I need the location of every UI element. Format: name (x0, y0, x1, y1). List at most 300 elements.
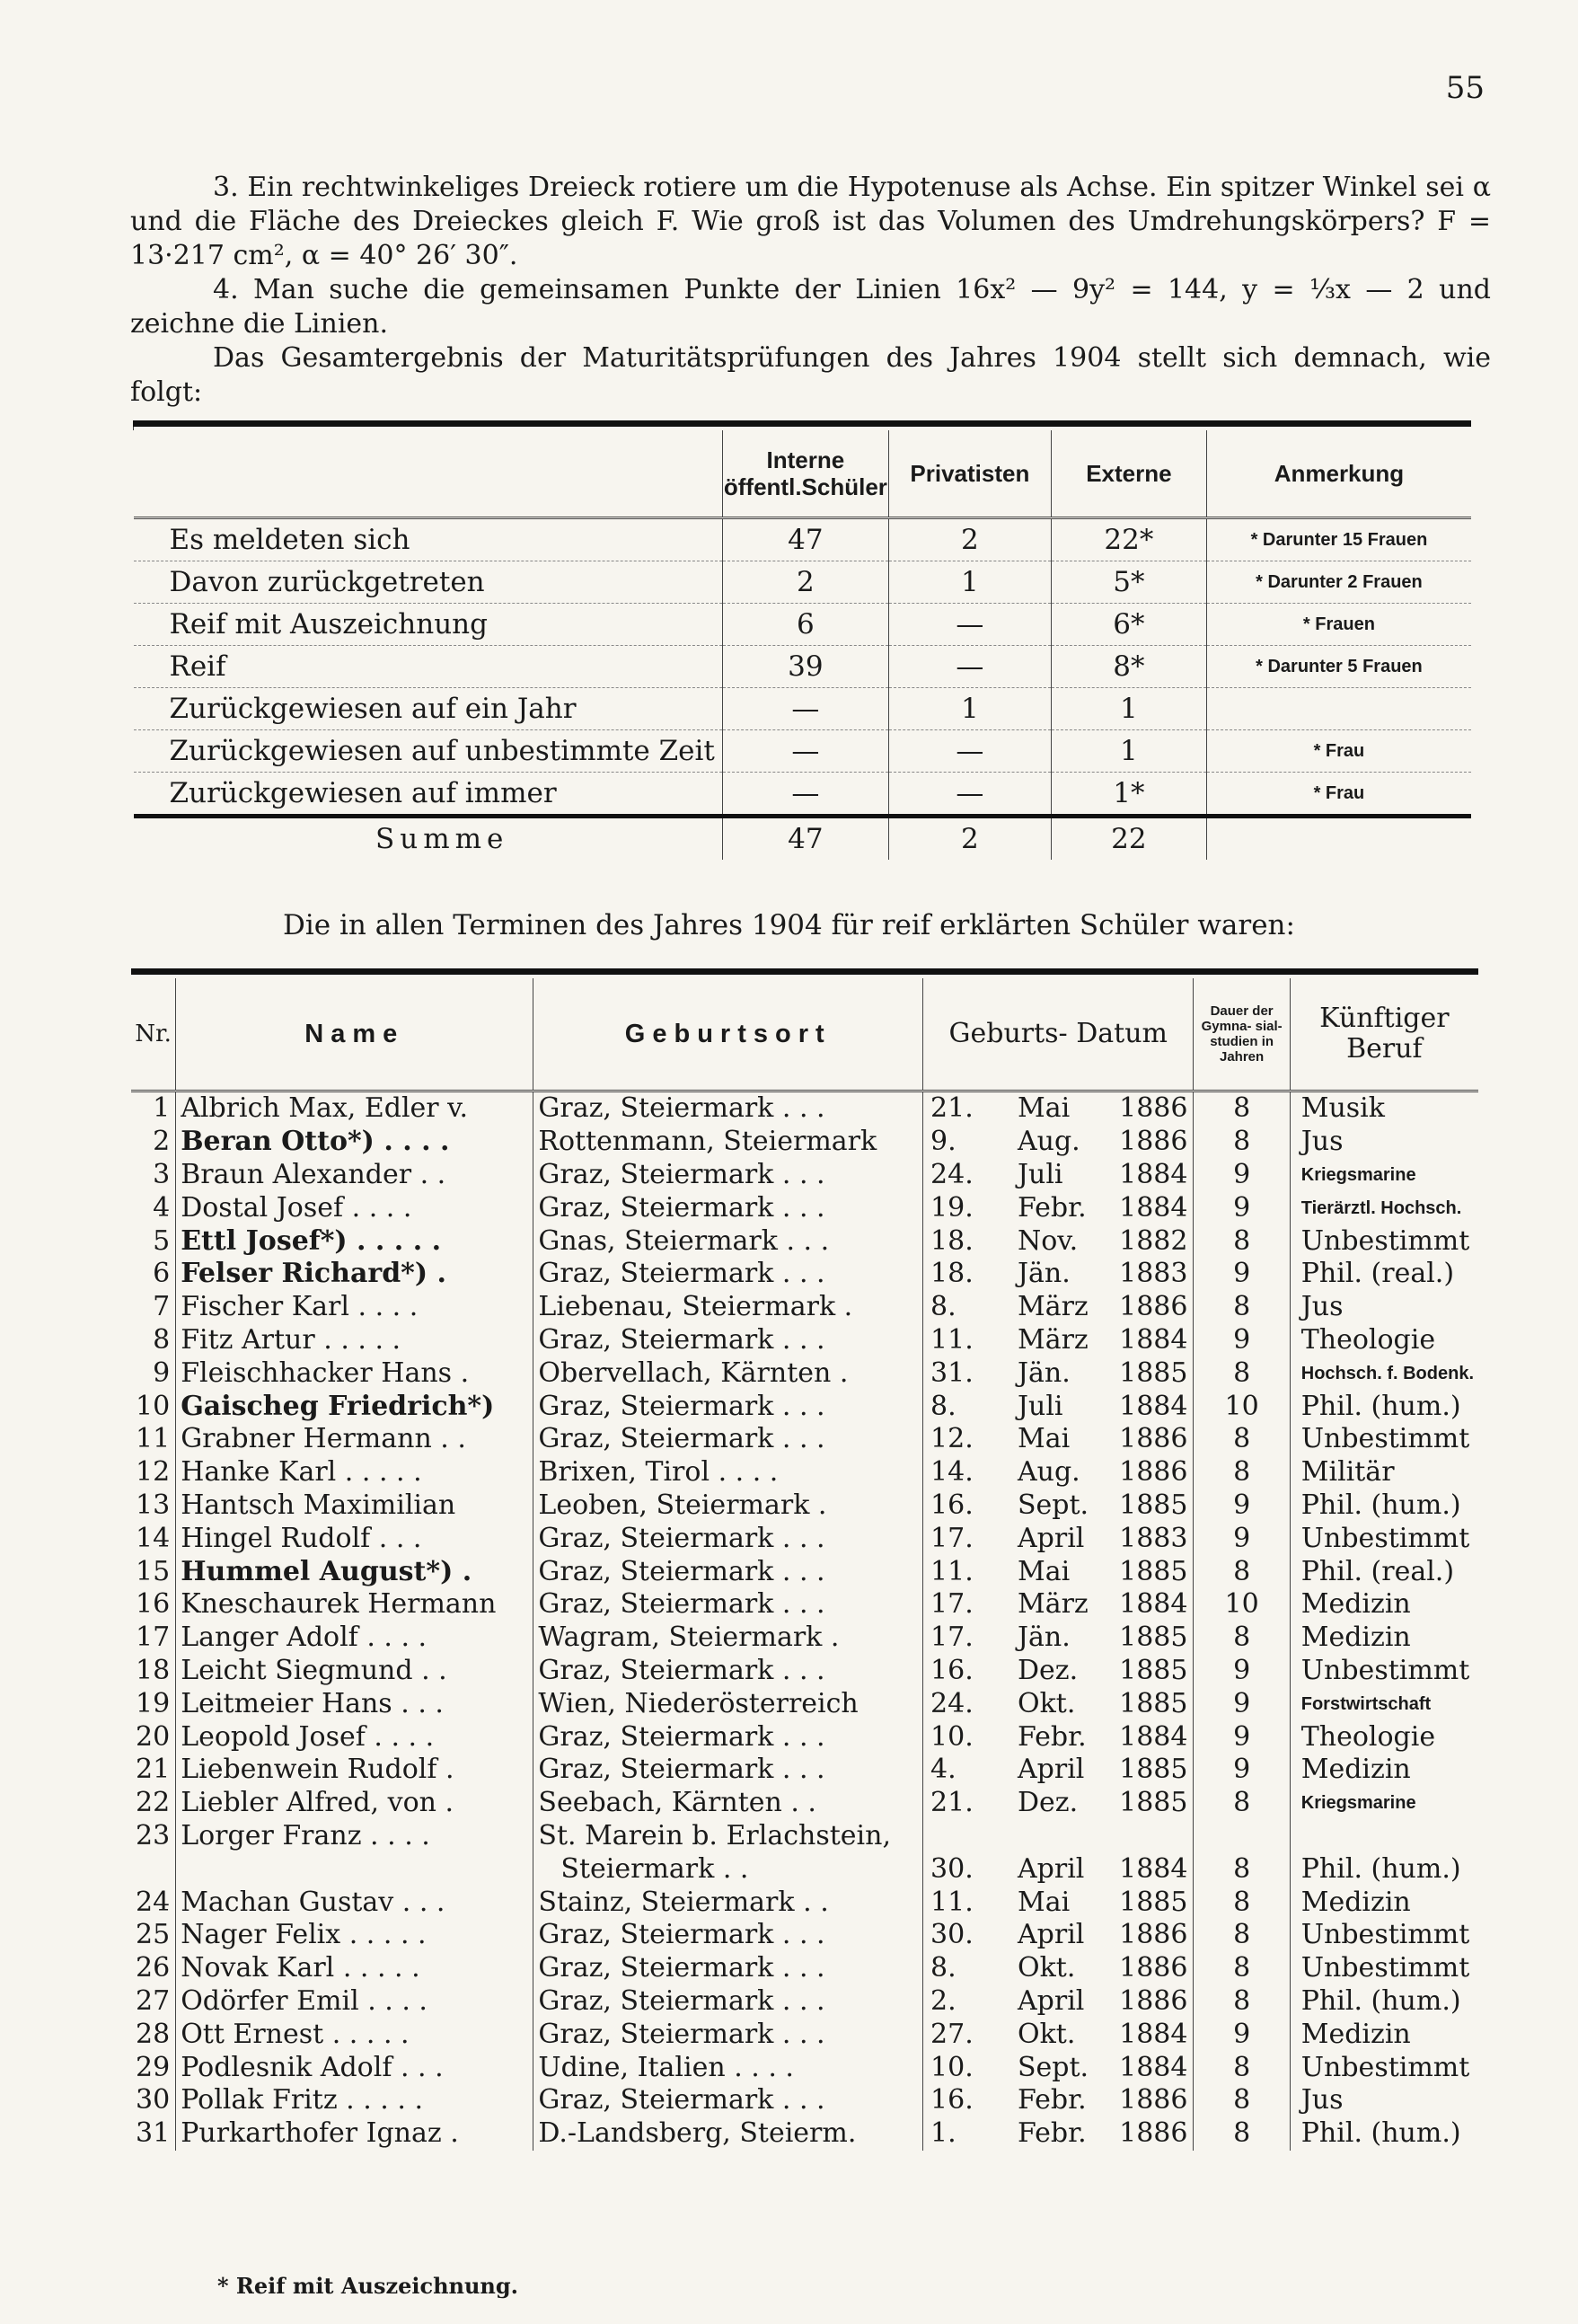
student-career: Unbestimmt (1290, 1522, 1478, 1555)
student-study-duration: 9 (1194, 2018, 1290, 2051)
students-header-row (131, 978, 1478, 1091)
student-birth-month: Okt. (1017, 1687, 1076, 1719)
student-birth-month: Febr. (1017, 1720, 1087, 1753)
student-row (131, 1787, 1478, 1820)
student-study-duration (1194, 1820, 1290, 1853)
student-study-duration: 9 (1194, 1522, 1290, 1555)
student-birth-day: 4. (923, 1754, 1013, 1787)
student-study-duration: 8 (1194, 1224, 1290, 1258)
student-birth-day: 10. (923, 1720, 1013, 1754)
result-label: Zurückgewiesen auf ein Jahr (134, 688, 723, 730)
student-birth-month: Sept. (1017, 2051, 1089, 2083)
student-birth-year: 1886 (1119, 1984, 1188, 2017)
student-row (131, 1159, 1478, 1192)
student-birthplace: Wagram, Steiermark . (533, 1621, 923, 1655)
student-career: Militär (1290, 1456, 1478, 1489)
student-study-duration: 8 (1194, 1291, 1290, 1324)
result-anmerkung: * Frau (1206, 773, 1471, 817)
result-anmerkung: * Darunter 15 Frauen (1206, 518, 1471, 561)
student-birthplace: Graz, Steiermark . . . (533, 1952, 923, 1985)
student-nr: 12 (136, 1456, 171, 1489)
result-anmerkung: * Darunter 5 Frauen (1206, 646, 1471, 688)
student-birth-year: 1886 (1119, 1126, 1188, 1158)
student-birth-day: 17. (923, 1588, 1013, 1621)
student-name: Grabner Hermann . . (176, 1423, 533, 1456)
results-row (134, 730, 1472, 773)
student-career (1290, 1820, 1478, 1853)
student-nr: 21 (136, 1754, 171, 1786)
result-interne: — (722, 730, 888, 773)
result-privatisten: — (888, 730, 1051, 773)
student-birth-month: Mai (1017, 1092, 1071, 1125)
student-birth-year: 1882 (1119, 1224, 1188, 1257)
student-birth-year: 1885 (1119, 1886, 1188, 1918)
student-nr: 13 (136, 1489, 171, 1521)
student-birthplace: Graz, Steiermark . . . (533, 1159, 923, 1192)
student-row (131, 1588, 1478, 1621)
student-name: Nager Felix . . . . . (176, 1919, 533, 1952)
results-row (134, 561, 1472, 604)
student-birth-day: 8. (923, 1291, 1013, 1324)
student-name: Fleischhacker Hans . (176, 1356, 533, 1390)
student-birth-month (1013, 1820, 1115, 1853)
student-birthplace: Graz, Steiermark . . . (533, 1919, 923, 1952)
result-externe: 1 (1051, 730, 1206, 773)
student-birth-month: Jän. (1017, 1356, 1071, 1389)
results-row (134, 688, 1472, 730)
student-career: Unbestimmt (1290, 1423, 1478, 1456)
result-label: Davon zurückgetreten (134, 561, 723, 604)
student-nr: 14 (136, 1522, 171, 1554)
student-birth-day: 18. (923, 1258, 1013, 1291)
student-name: Machan Gustav . . . (176, 1886, 533, 1919)
student-row (131, 1621, 1478, 1655)
sum-interne: 47 (722, 817, 888, 861)
student-nr: 7 (153, 1291, 171, 1323)
student-birth-year: 1884 (1119, 2051, 1188, 2083)
student-name (176, 1852, 533, 1886)
result-privatisten: — (888, 646, 1051, 688)
student-nr: 28 (136, 2018, 171, 2050)
student-study-duration: 9 (1194, 1191, 1290, 1224)
student-birthplace: Gnas, Steiermark . . . (533, 1224, 923, 1258)
result-label: Reif mit Auszeichnung (134, 604, 723, 646)
student-birth-month: Febr. (1017, 1191, 1087, 1224)
student-birth-month: Dez. (1017, 1654, 1079, 1686)
student-birth-day: 21. (923, 1787, 1013, 1820)
student-birth-day: 12. (923, 1423, 1013, 1456)
student-nr: 6 (153, 1258, 171, 1290)
student-career: Phil. (real.) (1290, 1258, 1478, 1291)
student-career: Phil. (hum.) (1290, 1489, 1478, 1523)
student-row (131, 1886, 1478, 1919)
results-header-empty (134, 430, 723, 518)
student-birth-day: 11. (923, 1555, 1013, 1588)
students-caption: Die in allen Terminen des Jahres 1904 für reif erklärten Schüler waren: (283, 909, 1295, 941)
student-birth-year: 1886 (1119, 1952, 1188, 1984)
student-career: Medizin (1290, 1621, 1478, 1655)
student-birthplace: Graz, Steiermark . . . (533, 2018, 923, 2051)
result-label: Es meldeten sich (134, 518, 723, 561)
students-table (131, 968, 1478, 2151)
student-nr: 24 (136, 1886, 171, 1918)
student-birthplace: Graz, Steiermark . . . (533, 1091, 923, 1126)
student-name: Lorger Franz . . . . (176, 1820, 533, 1853)
student-career: Jus (1290, 2084, 1478, 2117)
student-birth-month: Mai (1017, 1886, 1071, 1918)
student-birth-year: 1885 (1119, 1489, 1188, 1521)
student-birth-day: 24. (923, 1159, 1013, 1192)
student-birth-day: 19. (923, 1191, 1013, 1224)
student-study-duration: 8 (1194, 1423, 1290, 1456)
student-career: Medizin (1290, 1588, 1478, 1621)
student-name: Hummel August*) . (176, 1555, 533, 1588)
student-birth-year: 1884 (1119, 1323, 1188, 1356)
student-study-duration: 8 (1194, 1952, 1290, 1985)
result-externe: 8* (1051, 646, 1206, 688)
student-birth-day: 10. (923, 2051, 1013, 2084)
result-label: Zurückgewiesen auf immer (134, 773, 723, 817)
student-birth-day: 18. (923, 1224, 1013, 1258)
student-career: Unbestimmt (1290, 1952, 1478, 1985)
result-interne: 47 (722, 518, 888, 561)
student-birth-month: Mai (1017, 1555, 1071, 1587)
student-birthplace: Steiermark . . (533, 1852, 923, 1886)
student-study-duration: 9 (1194, 1655, 1290, 1688)
student-birth-month: April (1017, 1522, 1085, 1554)
student-nr: 5 (153, 1224, 171, 1257)
student-birthplace: Graz, Steiermark . . . (533, 1324, 923, 1357)
student-career: Unbestimmt (1290, 2051, 1478, 2084)
student-nr: 15 (136, 1555, 171, 1587)
student-study-duration: 9 (1194, 1159, 1290, 1192)
student-study-duration: 9 (1194, 1489, 1290, 1523)
student-birth-month: Aug. (1017, 1126, 1080, 1158)
student-birth-year: 1885 (1119, 1555, 1188, 1587)
student-birth-day: 1. (923, 2117, 1013, 2151)
student-row (131, 1720, 1478, 1754)
student-birth-month: Jän. (1017, 1621, 1071, 1654)
student-row (131, 1390, 1478, 1423)
result-anmerkung: * Darunter 2 Frauen (1206, 561, 1471, 604)
student-row (131, 1258, 1478, 1291)
result-label: Reif (134, 646, 723, 688)
student-row (131, 1291, 1478, 1324)
student-birth-year: 1884 (1119, 1191, 1188, 1224)
student-birthplace: Leoben, Steiermark . (533, 1489, 923, 1523)
header-nr: Nr. (131, 978, 176, 1091)
student-name: Purkarthofer Ignaz . (176, 2117, 533, 2151)
student-birth-year: 1883 (1119, 1258, 1188, 1290)
results-header-row (134, 430, 1472, 518)
results-table (133, 420, 1471, 860)
student-nr: 9 (153, 1356, 171, 1389)
result-label: Zurückgewiesen auf unbestimmte Zeit (134, 730, 723, 773)
student-nr: 1 (153, 1092, 171, 1125)
student-career: Tierärztl. Hochsch. (1290, 1191, 1478, 1224)
student-birth-year: 1884 (1119, 1720, 1188, 1753)
student-name: Langer Adolf . . . . (176, 1621, 533, 1655)
student-study-duration: 8 (1194, 2084, 1290, 2117)
student-row (131, 1555, 1478, 1588)
student-study-duration: 8 (1194, 1919, 1290, 1952)
student-row (131, 2051, 1478, 2084)
student-study-duration: 9 (1194, 1324, 1290, 1357)
student-birth-month: März (1017, 1291, 1089, 1323)
results-header-anmerkung: Anmerkung (1206, 430, 1471, 518)
student-birthplace: Graz, Steiermark . . . (533, 1390, 923, 1423)
student-row (131, 1655, 1478, 1688)
student-nr: 31 (136, 2117, 171, 2150)
student-birthplace: Brixen, Tirol . . . . (533, 1456, 923, 1489)
student-birth-day (923, 1820, 1013, 1853)
student-birthplace: Liebenau, Steiermark . (533, 1291, 923, 1324)
header-geburtsort: Geburtsort (533, 978, 923, 1091)
student-career: Jus (1290, 1291, 1478, 1324)
student-birth-year: 1884 (1119, 1158, 1188, 1190)
student-birthplace: Graz, Steiermark . . . (533, 1754, 923, 1787)
student-birth-month: Dez. (1017, 1787, 1079, 1819)
student-name: Pollak Fritz . . . . . (176, 2084, 533, 2117)
student-name: Liebenwein Rudolf . (176, 1754, 533, 1787)
student-nr: 27 (136, 1984, 171, 2017)
header-geburtsdatum: Geburts- Datum (923, 978, 1194, 1091)
student-study-duration: 8 (1194, 1985, 1290, 2019)
student-career: Kriegsmarine (1290, 1787, 1478, 1820)
student-row (131, 1952, 1478, 1985)
student-name: Ettl Josef*) . . . . . (176, 1224, 533, 1258)
student-career: Phil. (hum.) (1290, 1985, 1478, 2019)
sum-label: Summe (134, 817, 723, 861)
student-study-duration: 8 (1194, 1091, 1290, 1126)
student-birth-year (1115, 1820, 1194, 1853)
student-birthplace: Graz, Steiermark . . . (533, 1191, 923, 1224)
problem-4: 4. Man suche die gemeinsamen Punkte der Linien 16x² — 9y² = 144, y = ⅓x — 2 und zeichne die Linien. (130, 274, 1491, 340)
student-name: Fischer Karl . . . . (176, 1291, 533, 1324)
student-nr: 29 (136, 2051, 171, 2083)
student-birth-day: 31. (923, 1356, 1013, 1390)
student-nr: 22 (136, 1787, 171, 1819)
student-name: Hingel Rudolf . . . (176, 1522, 533, 1555)
result-anmerkung: * Frauen (1206, 604, 1471, 646)
student-row (131, 1423, 1478, 1456)
student-career: Phil. (hum.) (1290, 2117, 1478, 2151)
student-birthplace: Rottenmann, Steiermark (533, 1126, 923, 1159)
student-birth-day: 11. (923, 1886, 1013, 1919)
student-nr: 18 (136, 1654, 171, 1686)
student-career: Unbestimmt (1290, 1655, 1478, 1688)
student-birth-year: 1886 (1119, 2084, 1188, 2116)
result-externe: 5* (1051, 561, 1206, 604)
student-name: Ott Ernest . . . . . (176, 2018, 533, 2051)
student-row (131, 1356, 1478, 1390)
header-dauer: Dauer der Gymna- sial- studien in Jahren (1194, 978, 1290, 1091)
student-nr: 8 (153, 1323, 171, 1356)
student-nr: 10 (136, 1390, 171, 1422)
result-interne: 6 (722, 604, 888, 646)
student-study-duration: 9 (1194, 1754, 1290, 1787)
student-career: Theologie (1290, 1324, 1478, 1357)
student-name: Podlesnik Adolf . . . (176, 2051, 533, 2084)
student-row (131, 1522, 1478, 1555)
student-row (131, 1324, 1478, 1357)
header-name: Name (176, 978, 533, 1091)
result-privatisten: — (888, 604, 1051, 646)
student-study-duration: 8 (1194, 1456, 1290, 1489)
student-name: Leicht Siegmund . . (176, 1655, 533, 1688)
student-birth-month: Febr. (1017, 2084, 1087, 2116)
student-birthplace: Graz, Steiermark . . . (533, 1655, 923, 1688)
student-birth-day: 16. (923, 1489, 1013, 1523)
results-header-interne: Interne öffentl.Schüler (722, 430, 888, 518)
student-birth-year: 1885 (1119, 1654, 1188, 1686)
student-birthplace: Obervellach, Kärnten . (533, 1356, 923, 1390)
student-career: Unbestimmt (1290, 1224, 1478, 1258)
result-interne: — (722, 773, 888, 817)
students-body (131, 1091, 1478, 2151)
student-birth-year: 1886 (1119, 1423, 1188, 1455)
student-name: Hanke Karl . . . . . (176, 1456, 533, 1489)
student-birthplace: Stainz, Steiermark . . (533, 1886, 923, 1919)
student-birth-month: Okt. (1017, 1952, 1076, 1984)
student-birth-day: 17. (923, 1621, 1013, 1655)
result-privatisten: 1 (888, 561, 1051, 604)
student-nr: 4 (153, 1191, 171, 1224)
student-birth-day: 30. (923, 1919, 1013, 1952)
student-study-duration: 8 (1194, 1787, 1290, 1820)
student-birth-month: Febr. (1017, 2117, 1087, 2150)
result-privatisten: 1 (888, 688, 1051, 730)
sum-anmerkung (1206, 817, 1471, 861)
student-nr (131, 1852, 176, 1886)
student-birth-day: 16. (923, 2084, 1013, 2117)
student-birth-month: März (1017, 1323, 1089, 1356)
student-study-duration: 8 (1194, 1126, 1290, 1159)
sum-externe: 22 (1051, 817, 1206, 861)
student-birthplace: Udine, Italien . . . . (533, 2051, 923, 2084)
student-career: Medizin (1290, 1886, 1478, 1919)
student-birth-year: 1885 (1119, 1787, 1188, 1819)
student-birth-year: 1886 (1119, 1092, 1188, 1125)
student-birth-year: 1886 (1119, 1919, 1188, 1951)
results-row (134, 518, 1472, 561)
student-career: Kriegsmarine (1290, 1159, 1478, 1192)
student-name: Gaischeg Friedrich*) (176, 1390, 533, 1423)
student-birthplace: Wien, Niederösterreich (533, 1687, 923, 1720)
student-name: Beran Otto*) . . . . (176, 1126, 533, 1159)
student-career: Phil. (hum.) (1290, 1390, 1478, 1423)
student-birthplace: Graz, Steiermark . . . (533, 1985, 923, 2019)
student-career: Hochsch. f. Bodenk. (1290, 1356, 1478, 1390)
student-row (131, 1820, 1478, 1853)
page-number: 55 (1445, 70, 1485, 106)
student-nr: 20 (136, 1720, 171, 1753)
student-name: Albrich Max, Edler v. (176, 1091, 533, 1126)
student-birth-day: 30. (923, 1852, 1013, 1886)
student-birth-day: 11. (923, 1324, 1013, 1357)
student-nr: 30 (136, 2084, 171, 2116)
student-career: Forstwirtschaft (1290, 1687, 1478, 1720)
student-birth-month: April (1017, 1919, 1085, 1951)
student-study-duration: 9 (1194, 1258, 1290, 1291)
student-birthplace: Graz, Steiermark . . . (533, 1258, 923, 1291)
student-row (131, 2117, 1478, 2151)
student-birth-day: 8. (923, 1952, 1013, 1985)
results-sum-row (134, 817, 1472, 861)
student-nr: 11 (136, 1423, 171, 1455)
sum-privatisten: 2 (888, 817, 1051, 861)
student-birth-month: Aug. (1017, 1456, 1080, 1489)
student-row (131, 1754, 1478, 1787)
student-birth-month: Nov. (1017, 1224, 1079, 1257)
student-career: Theologie (1290, 1720, 1478, 1754)
student-birthplace: St. Marein b. Erlachstein, (533, 1820, 923, 1853)
student-birthplace: Graz, Steiermark . . . (533, 1423, 923, 1456)
results-row (134, 646, 1472, 688)
student-name: Hantsch Maximilian (176, 1489, 533, 1523)
results-body (134, 518, 1472, 861)
student-nr: 17 (136, 1621, 171, 1654)
results-row (134, 604, 1472, 646)
student-nr: 2 (153, 1126, 171, 1158)
result-externe: 1 (1051, 688, 1206, 730)
student-name: Liebler Alfred, von . (176, 1787, 533, 1820)
student-birth-year: 1884 (1119, 2018, 1188, 2050)
footnote: * Reif mit Auszeichnung. (217, 2273, 519, 2299)
student-birth-year: 1886 (1119, 2117, 1188, 2150)
student-birth-year: 1885 (1119, 1621, 1188, 1654)
student-birth-day: 9. (923, 1126, 1013, 1159)
student-study-duration: 9 (1194, 1720, 1290, 1754)
student-career: Unbestimmt (1290, 1919, 1478, 1952)
result-interne: 2 (722, 561, 888, 604)
student-row (131, 1456, 1478, 1489)
student-birth-month: April (1017, 1984, 1085, 2017)
student-nr: 19 (136, 1687, 171, 1719)
student-birth-day: 27. (923, 2018, 1013, 2051)
student-row (131, 1852, 1478, 1886)
student-nr: 23 (136, 1819, 171, 1851)
student-study-duration: 8 (1194, 1356, 1290, 1390)
student-row (131, 1489, 1478, 1523)
student-name: Odörfer Emil . . . . (176, 1985, 533, 2019)
student-study-duration: 8 (1194, 1555, 1290, 1588)
student-birth-year: 1883 (1119, 1522, 1188, 1554)
student-career: Medizin (1290, 1754, 1478, 1787)
student-birth-day: 8. (923, 1390, 1013, 1423)
result-externe: 1* (1051, 773, 1206, 817)
results-header-externe: Externe (1051, 430, 1206, 518)
student-birth-month: Sept. (1017, 1489, 1089, 1521)
student-row (131, 1091, 1478, 1126)
results-header-privatisten: Privatisten (888, 430, 1051, 518)
student-birth-year: 1885 (1119, 1356, 1188, 1389)
student-career: Phil. (real.) (1290, 1555, 1478, 1588)
student-name: Leopold Josef . . . . (176, 1720, 533, 1754)
student-study-duration: 8 (1194, 2051, 1290, 2084)
student-name: Novak Karl . . . . . (176, 1952, 533, 1985)
student-career: Jus (1290, 1126, 1478, 1159)
student-birth-day: 21. (923, 1091, 1013, 1126)
student-nr: 16 (136, 1588, 171, 1621)
student-birth-day: 17. (923, 1522, 1013, 1555)
student-birth-day: 2. (923, 1985, 1013, 2019)
student-name: Leitmeier Hans . . . (176, 1687, 533, 1720)
student-birth-year: 1884 (1119, 1588, 1188, 1621)
student-study-duration: 10 (1194, 1390, 1290, 1423)
student-birthplace: Graz, Steiermark . . . (533, 1588, 923, 1621)
result-externe: 22* (1051, 518, 1206, 561)
